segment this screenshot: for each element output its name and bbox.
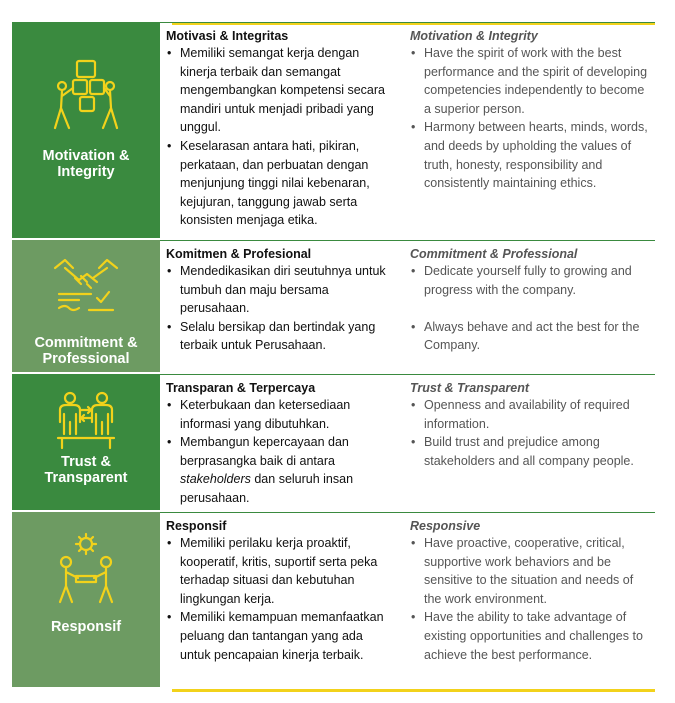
list-item: • Have proactive, cooperative, critical, supportive work behaviors and be sensitive to the situation and needs of the work environment.	[410, 534, 651, 608]
list-item: • Have the ability to take advantage of existing opportunities and challenges to achieve the best performance.	[410, 608, 651, 664]
list-item-text: dan seluruh insan perusahaan.	[180, 472, 354, 505]
value-label-line1: Responsif	[50, 619, 122, 635]
stakeholders-term: stakeholders	[180, 472, 251, 487]
value-row-responsive	[12, 512, 655, 689]
list-item: • Memiliki kemampuan memanfaatkan peluang dan tantangan yang ada untuk pencapaian kinerja terbaik.	[166, 608, 396, 664]
list-item: • Selalu bersikap dan bertindak yang terbaik untuk Perusahaan.	[166, 318, 396, 355]
indonesian-heading: Transparan & Terpercaya	[166, 381, 316, 395]
value-label-line2: Integrity	[57, 164, 115, 180]
people-teamwork-blocks-icon	[12, 58, 160, 132]
value-label-cell	[12, 22, 160, 240]
list-item: • Build trust and prejudice among stakeholders and all company people.	[410, 433, 651, 470]
bottom-accent-bar	[172, 689, 655, 692]
english-heading: Responsive	[410, 519, 481, 533]
people-gear-icon	[12, 532, 160, 604]
indonesian-description	[160, 22, 406, 240]
english-description	[406, 240, 655, 374]
list-item: • Keselarasan antara hati, pikiran, perkataan, dan perbuatan dengan menjunjung tinggi nilai kebenaran, kejujuran, tanggung jawab serta konsisten menjaga etika.	[166, 137, 396, 230]
value-label-line2: Transparent	[44, 470, 128, 486]
value-label-line1: Trust &	[61, 454, 111, 470]
value-label-cell	[12, 512, 160, 689]
value-row-trust	[12, 374, 655, 512]
indonesian-heading: Motivasi & Integritas	[166, 29, 289, 43]
value-label-line1: Motivation &	[42, 148, 130, 164]
list-item-text: Membangun kepercayaan dan berprasangka baik di antara	[180, 435, 349, 468]
indonesian-heading: Responsif	[166, 519, 227, 533]
indonesian-description	[160, 240, 406, 374]
handshake-agreement-icon	[12, 254, 160, 316]
list-item: • Memiliki perilaku kerja proaktif, kooperatif, kritis, suportif serta peka terhadap situasi dan kebutuhan lingkungan kerja.	[166, 534, 396, 608]
list-item: • Keterbukaan dan ketersediaan informasi yang dibutuhkan.	[166, 396, 396, 433]
list-item: • Always behave and act the best for the Company.	[410, 318, 651, 355]
list-item: • Memiliki semangat kerja dengan kinerja terbaik dan semangat mengembangkan kompetensi secara mandiri untuk menjadi pribadi yang unggul.	[166, 44, 396, 137]
value-row-commitment	[12, 240, 655, 374]
value-row-motivation	[12, 22, 655, 240]
indonesian-description	[160, 512, 406, 689]
value-label-line2: Professional	[42, 351, 130, 367]
value-label-cell	[12, 240, 160, 374]
list-item: • Dedicate yourself fully to growing and progress with the company.	[410, 262, 651, 299]
list-item: • Openness and availability of required information.	[410, 396, 651, 433]
english-description	[406, 512, 655, 689]
english-heading: Trust & Transparent	[410, 381, 530, 395]
indonesian-description	[160, 374, 406, 512]
indonesian-heading: Komitmen & Profesional	[166, 247, 312, 261]
list-item: • Harmony between hearts, minds, words, and deeds by upholding the values of truth, honesty, responsibility and consistently maintaining ethics.	[410, 118, 651, 192]
value-label-cell	[12, 374, 160, 512]
list-item: • Have the spirit of work with the best performance and the spirit of developing competencies independently to become a superior person.	[410, 44, 651, 118]
english-heading: Commitment & Professional	[410, 247, 578, 261]
english-description	[406, 374, 655, 512]
value-label-line1: Commitment &	[34, 335, 138, 351]
list-item	[166, 433, 396, 507]
english-heading: Motivation & Integrity	[410, 29, 538, 43]
english-description	[406, 22, 655, 240]
list-item: • Mendedikasikan diri seutuhnya untuk tumbuh dan maju bersama perusahaan.	[166, 262, 396, 318]
people-exchange-icon	[12, 388, 160, 450]
